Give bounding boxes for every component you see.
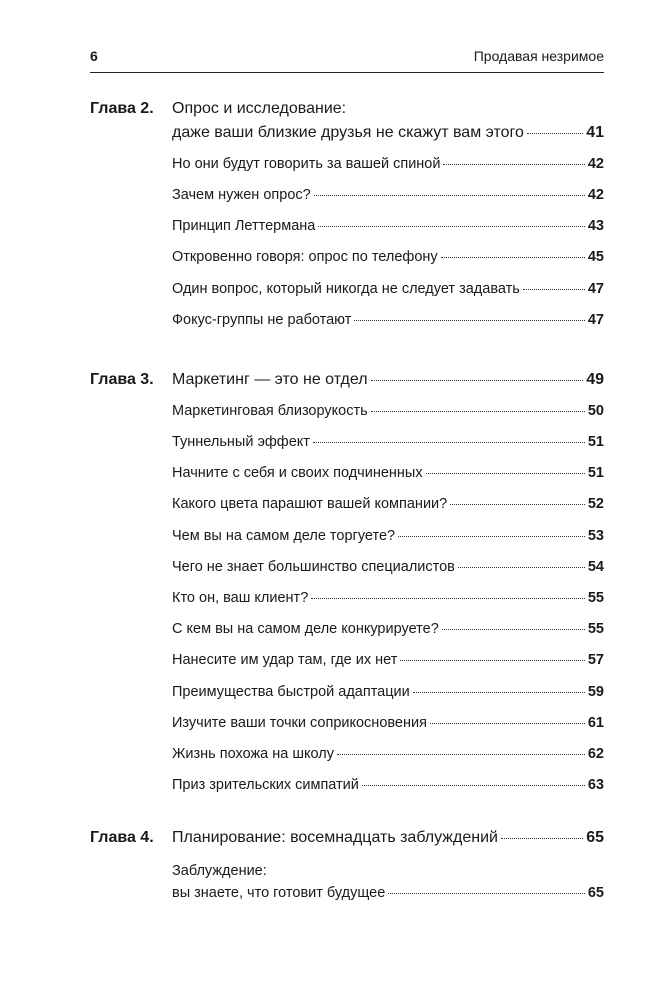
chapter-title-entry[interactable] [172,122,604,144]
entry-title-line1: Заблуждение: [172,863,267,879]
toc-entry[interactable] [172,618,604,640]
entry-page: 55 [587,590,604,606]
entry-title: Принцип Леттермана [172,218,316,234]
entry-title: Чего не знает большинство специалистов [172,559,455,575]
toc-entry[interactable] [172,493,604,515]
entry-page: 52 [587,496,604,512]
toc-entry[interactable] [172,400,604,422]
dot-leader [413,692,585,693]
chapter-label: Глава 2. [90,100,154,117]
toc-entry[interactable] [172,882,604,904]
dot-leader [501,838,583,839]
toc-entry[interactable] [172,462,604,484]
dot-leader [354,320,584,321]
entry-page: 42 [587,156,604,172]
dot-leader [458,567,585,568]
entry-title: Откровенно говоря: опрос по телефону [172,249,438,265]
dot-leader [388,893,585,894]
entry-title: Изучите ваши точки соприкосновения [172,715,427,731]
dot-leader [430,723,585,724]
dot-leader [523,289,585,290]
dot-leader [313,442,585,443]
entry-page: 47 [587,312,604,328]
entry-page: 53 [587,528,604,544]
entry-page: 41 [586,124,604,141]
entry-title: Преимущества быстрой адаптации [172,684,410,700]
dot-leader [362,785,585,786]
dot-leader [441,257,585,258]
entry-page: 65 [586,829,604,846]
entry-title: Приз зрительских симпатий [172,777,359,793]
dot-leader [371,380,584,381]
entry-page: 55 [587,621,604,637]
entry-title: Маркетинговая близорукость [172,403,368,419]
toc-entry[interactable] [172,246,604,268]
entry-title: Туннельный эффект [172,434,310,450]
entry-title: Чем вы на самом деле торгуете? [172,528,396,544]
entry-page: 65 [587,885,604,901]
header-rule [90,72,604,73]
dot-leader [426,473,585,474]
entry-title: даже ваши близкие друзья не скажут вам этого [172,124,524,141]
entry-title: Но они будут говорить за вашей спиной [172,156,441,172]
entry-page: 62 [587,746,604,762]
toc-entry[interactable] [172,431,604,453]
toc-entry[interactable] [172,712,604,734]
toc-entry[interactable] [172,587,604,609]
entry-title: Маркетинг — это не отдел [172,371,368,388]
dot-leader [398,536,585,537]
dot-leader [527,133,583,134]
entry-title: Нанесите им удар там, где их нет [172,652,398,668]
running-head [90,44,604,68]
entry-page: 59 [587,684,604,700]
toc-entry[interactable] [172,743,604,765]
dot-leader [443,164,584,165]
toc-entry[interactable] [172,153,604,175]
entry-title: Один вопрос, который никогда не следует задавать [172,281,520,297]
toc-entry[interactable] [172,525,604,547]
entry-page: 50 [587,403,604,419]
entry-page: 61 [587,715,604,731]
entry-page: 63 [587,777,604,793]
running-title: Продавая незримое [473,48,604,64]
entry-page: 54 [587,559,604,575]
entry-page: 43 [587,218,604,234]
entry-page: 42 [587,187,604,203]
dot-leader [442,629,585,630]
entry-title: Зачем нужен опрос? [172,187,311,203]
toc-entry[interactable] [172,556,604,578]
entry-title: вы знаете, что готовит будущее [172,885,386,901]
dot-leader [400,660,584,661]
entry-title: Начните с себя и своих подчиненных [172,465,423,481]
entry-page: 47 [587,281,604,297]
entry-title: Кто он, ваш клиент? [172,590,309,606]
entry-page: 49 [586,371,604,388]
dot-leader [311,598,585,599]
entry-page: 45 [587,249,604,265]
dot-leader [371,411,585,412]
page-number: 6 [90,48,98,64]
toc-entry[interactable] [172,649,604,671]
entry-page: 51 [587,434,604,450]
entry-page: 51 [587,465,604,481]
entry-page: 57 [587,652,604,668]
dot-leader [314,195,585,196]
entry-title: Какого цвета парашют вашей компании? [172,496,448,512]
toc-entry[interactable] [172,184,604,206]
dot-leader [337,754,585,755]
entry-title: С кем вы на самом деле конкурируете? [172,621,439,637]
toc-entry[interactable] [172,215,604,237]
entry-title: Жизнь похожа на школу [172,746,334,762]
chapter-title-entry[interactable] [172,827,604,849]
chapter-label: Глава 3. [90,371,154,388]
chapter-label: Глава 4. [90,829,154,846]
toc-entry[interactable] [172,278,604,300]
dot-leader [450,504,585,505]
toc-entry[interactable] [172,309,604,331]
chapter-title-line1: Опрос и исследование: [172,100,347,117]
chapter-title-entry[interactable] [172,369,604,391]
toc-entry[interactable] [172,774,604,796]
entry-title: Фокус-группы не работают [172,312,352,328]
entry-title: Планирование: восемнадцать заблуждений [172,829,498,846]
dot-leader [318,226,585,227]
toc-entry[interactable] [172,681,604,703]
